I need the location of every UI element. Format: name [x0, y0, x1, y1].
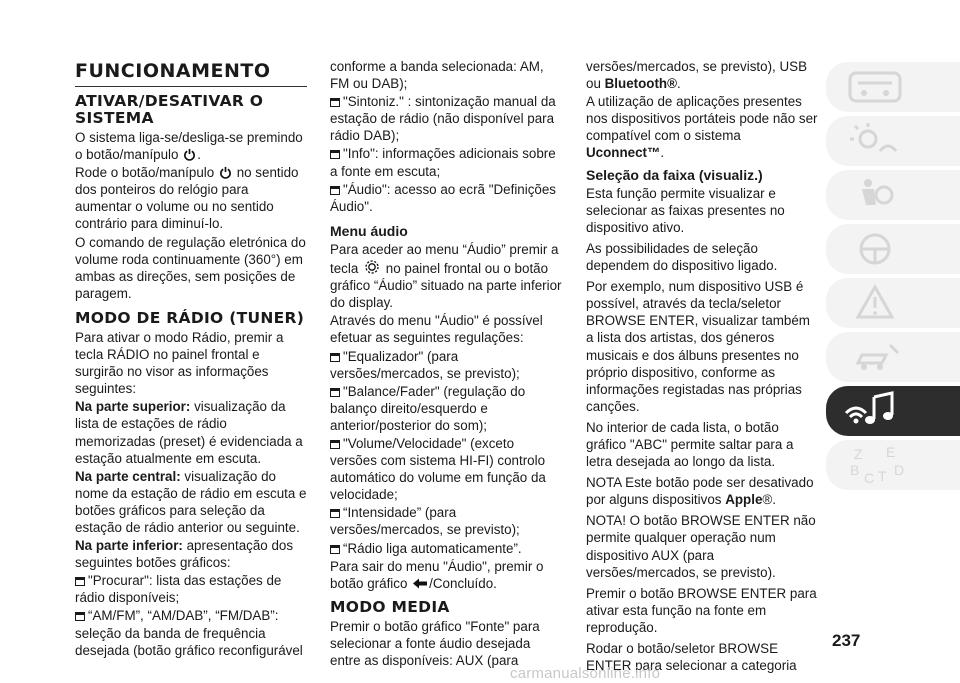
tab-emergency[interactable] — [826, 278, 960, 328]
paragraph: Para ativar o modo Rádio, premir a tecla RÁDIO no painel frontal e surgirão no visor as informações seguintes: — [75, 329, 284, 397]
warning-lights-icon — [840, 121, 910, 161]
paragraph: O comando de regulação eletrónica do volume roda continuamente (360°) em ambas as direções, sem posições de paragem. — [75, 234, 306, 301]
paragraph: NOTA! O botão BROWSE ENTER não permite qualquer operação num dispositivo AUX (para versões/mercados, se previsto). — [586, 513, 816, 580]
svg-text:Z: Z — [854, 446, 863, 462]
list-item: "Info": informações adicionais sobre a fonte em escuta; — [330, 146, 556, 179]
paragraph: Rodar o botão/seletor BROWSE ENTER para selecionar a categoria — [586, 641, 797, 674]
svg-text:T: T — [878, 468, 887, 484]
svg-text:C: C — [864, 470, 875, 485]
svg-text:B: B — [850, 462, 860, 478]
paragraph: NOTA Este botão pode ser desativado por alguns dispositivos Apple®. — [586, 475, 814, 508]
paragraph: A utilização de aplicações presentes nos dispositivos portáteis pode não ser compatível com o sistema Uconnect™. — [586, 94, 818, 161]
list-item: “AM/FM”, “AM/DAB”, “FM/DAB”: seleção da banda de frequência desejada (botão gráfico reconfigurável — [75, 608, 303, 658]
tab-safety[interactable] — [826, 170, 960, 220]
back-arrow-icon — [412, 577, 428, 590]
multimedia-icon — [840, 391, 910, 431]
svg-text:E: E — [886, 445, 896, 460]
paragraph: conforme a banda selecionada: AM, FM ou DAB); — [330, 59, 544, 92]
paragraph: Na parte superior: visualização da lista de estações de rádio memorizadas (preset) é evidenciada a estação atualmente em escuta. — [75, 399, 303, 466]
paragraph: Para aceder ao menu “Áudio” premir a tecla no painel frontal ou o botão gráfico “Áudio” situado na parte inferior do display. — [330, 241, 562, 311]
tab-maintenance[interactable] — [826, 332, 960, 382]
power-knob-icon — [219, 166, 232, 179]
subsection-title-track-selection: Seleção da faixa (visualiz.) — [586, 166, 763, 183]
column-1 — [75, 60, 307, 660]
list-item: "Sintoniz." : sintonização manual da estação de rádio (não disponível para rádio DAB); — [330, 94, 556, 144]
section-title-radio: MODO DE RÁDIO (TUNER) — [75, 308, 305, 327]
tab-index[interactable] — [826, 440, 960, 490]
svg-text:D: D — [894, 462, 905, 478]
list-item: “Rádio liga automaticamente”. — [330, 540, 562, 557]
bullet-icon — [75, 577, 85, 586]
paragraph: Na parte central: visualização do nome da estação de rádio em escuta e botões gráficos para seleção da estação de rádio anterior ou seguinte. — [75, 468, 307, 535]
tab-dashboard[interactable] — [826, 62, 960, 112]
paragraph: Por exemplo, num dispositivo USB é possível, através da tecla/seletor BROWSE ENTER, visualizar também a lista dos artistas, dos géneros musicais e dos álbuns presentes no próprio dispositivo, conforme as informações registadas nas próprias canções. — [586, 279, 810, 414]
tab-warning-lights[interactable] — [826, 116, 960, 166]
paragraph: Premir o botão BROWSE ENTER para ativar esta função na fonte em reprodução. — [586, 585, 817, 635]
bullet-icon — [330, 353, 340, 362]
airbag-safety-icon — [840, 175, 910, 215]
list-item: "Balance/Fader" (regulação do balanço direito/esquerdo e anterior/posterior do som); — [330, 383, 526, 433]
bullet-icon — [330, 545, 340, 554]
paragraph: Na parte inferior: apresentação dos seguintes botões gráficos: — [75, 538, 294, 571]
bullet-icon — [75, 612, 85, 621]
column-3 — [586, 58, 818, 675]
tab-starting-driving[interactable] — [826, 224, 960, 274]
list-item: “Intensidade” (para versões/mercados, se previsto); — [330, 505, 520, 538]
subsection-title-audio-menu: Menu áudio — [330, 222, 408, 239]
bullet-icon — [330, 150, 340, 159]
chapter-rule — [75, 86, 307, 87]
paragraph: versões/mercados, se previsto), USB ou Bluetooth®. — [586, 59, 808, 92]
column-2 — [330, 58, 562, 670]
paragraph: O sistema liga-se/desliga-se premindo o botão/manípulo . — [75, 130, 303, 163]
dashboard-icon — [840, 67, 910, 107]
chapter-title: FUNCIONAMENTO — [75, 60, 271, 82]
chapter-index-sidebar — [826, 62, 960, 494]
bullet-icon — [330, 186, 340, 195]
bullet-icon — [330, 440, 340, 449]
paragraph: Premir o botão gráfico "Fonte" para selecionar a fonte áudio desejada entre as disponíveis: AUX (para — [330, 618, 540, 668]
watermark: carmanualsonline.info — [510, 665, 661, 682]
power-knob-icon — [183, 148, 196, 161]
list-item: "Volume/Velocidade" (exceto versões com sistema HI-FI) controlo automático do volume em função da velocidade; — [330, 435, 546, 503]
list-item: "Procurar": lista das estações de rádio disponíveis; — [75, 573, 282, 606]
section-title-media: MODO MEDIA — [330, 597, 450, 616]
steering-wheel-icon — [840, 229, 910, 269]
index-letters-icon — [840, 445, 910, 485]
paragraph: Rode o botão/manípulo no sentido dos ponteiros do relógio para aumentar o volume ou no sentido contrário para diminuí-lo. — [75, 165, 299, 232]
paragraph: As possibilidades de seleção dependem do dispositivo ligado. — [586, 240, 778, 274]
warning-triangle-icon — [840, 283, 910, 323]
tab-multimedia[interactable] — [826, 386, 960, 436]
section-title-power: ATIVAR/DESATIVAR O SISTEMA — [75, 92, 264, 127]
paragraph: No interior de cada lista, o botão gráfico "ABC" permite saltar para a letra desejada ao longo da lista. — [586, 419, 794, 470]
list-item: "Equalizador" (para versões/mercados, se previsto); — [330, 348, 520, 381]
paragraph: Para sair do menu "Áudio", premir o botão gráfico /Concluído. — [330, 558, 544, 591]
bullet-icon — [330, 509, 340, 518]
list-item: "Áudio": acesso ao ecrã "Definições Áudio". — [330, 181, 557, 214]
settings-gear-icon — [363, 258, 381, 276]
bullet-icon — [330, 98, 340, 107]
wrench-car-icon — [840, 337, 910, 377]
page-number: 237 — [832, 631, 861, 650]
paragraph: Esta função permite visualizar e selecionar as faixas presentes no dispositivo ativo. — [586, 185, 785, 235]
bullet-icon — [330, 388, 340, 397]
paragraph: Através do menu "Áudio" é possível efetuar as seguintes regulações: — [330, 313, 543, 346]
